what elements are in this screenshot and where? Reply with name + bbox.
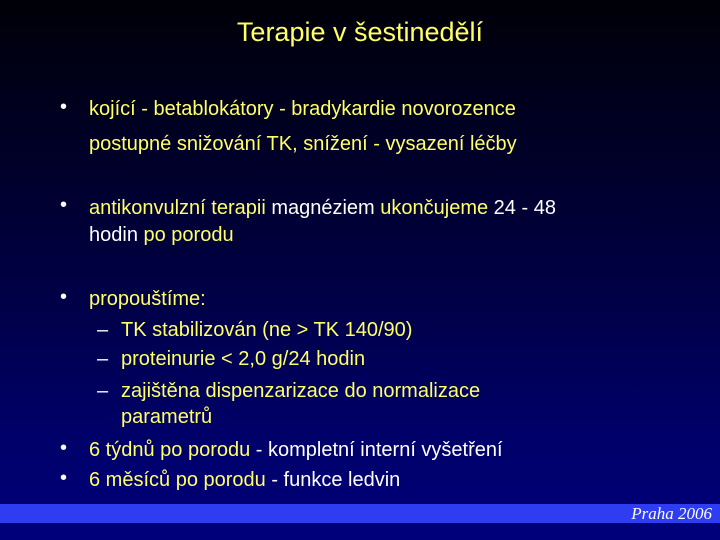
bullet-icon: • — [60, 286, 68, 308]
bullet-icon: • — [60, 96, 68, 118]
bullet-2-line-1 — [89, 195, 556, 221]
bullet-icon: • — [60, 467, 68, 489]
bullet-2-segment: ukončujeme — [380, 197, 494, 219]
bullet-icon: • — [60, 437, 68, 459]
bullet-3-lead: propouštíme: — [89, 288, 206, 310]
dash-icon: – — [97, 380, 109, 402]
bullet-2-segment: hodin — [89, 224, 144, 246]
bullet-4-line — [89, 437, 503, 463]
dash-icon: – — [97, 348, 109, 370]
bullet-4-segment: - kompletní interní vyšetření — [250, 439, 503, 461]
subitem-2: proteinurie < 2,0 g/24 hodin — [121, 348, 366, 370]
bullet-2-segment: antikonvulzní terapii — [89, 197, 272, 219]
bullet-2-segment: magnéziem — [271, 197, 381, 219]
bullet-5-line — [89, 467, 400, 493]
bullet-2-line-2 — [89, 222, 234, 248]
footer-text: Praha 2006 — [631, 504, 712, 523]
dash-icon: – — [97, 319, 109, 341]
subitem-1: TK stabilizován (ne > TK 140/90) — [121, 319, 413, 341]
subitem-3: zajištěna dispenzarizace do normalizace — [121, 380, 481, 402]
bullet-5-segment: 6 měsíců po porodu — [89, 469, 266, 491]
bullet-2-segment: 24 - 48 — [493, 197, 556, 219]
bullet-4-segment: 6 týdnů po porodu — [89, 439, 251, 461]
bullet-1-line-1: kojící - betablokátory - bradykardie novorozence — [89, 98, 516, 120]
bullet-2-segment: po porodu — [143, 224, 234, 246]
bullet-1-line-2: postupné snižování TK, snížení - vysazení léčby — [89, 133, 517, 155]
subitem-3-continuation: parametrů — [121, 406, 213, 428]
footer-bar — [0, 504, 720, 523]
bullet-icon: • — [60, 194, 68, 216]
slide-title: Terapie v šestinedělí — [236, 17, 484, 47]
bullet-5-segment: - funkce ledvin — [265, 469, 401, 491]
